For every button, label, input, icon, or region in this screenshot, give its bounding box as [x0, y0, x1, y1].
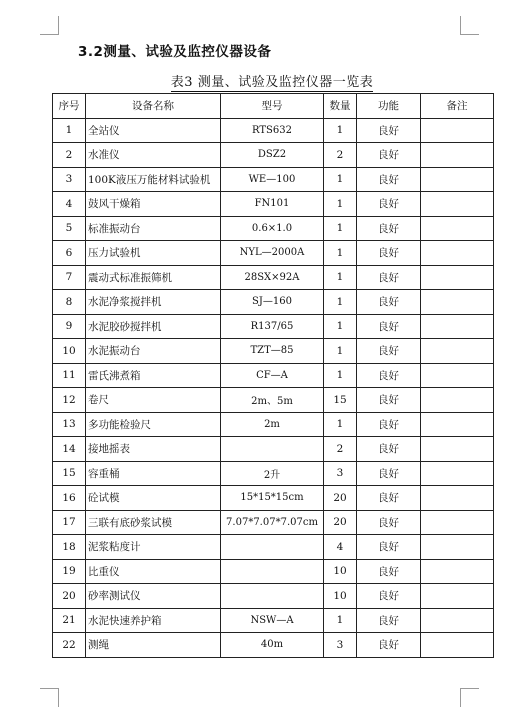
cell-index: 7 — [53, 265, 86, 290]
cell-function: 良好 — [357, 584, 421, 609]
cell-model: 0.6×1.0 — [221, 216, 324, 241]
cell-model: TZT—85 — [221, 339, 324, 364]
cell-remarks — [421, 584, 494, 609]
cell-remarks — [421, 290, 494, 315]
cell-equipment-name: 压力试验机 — [86, 241, 221, 266]
cell-equipment-name: 测绳 — [86, 633, 221, 658]
table-row — [53, 265, 494, 290]
crop-mark-top-left — [40, 16, 59, 35]
cell-index: 16 — [53, 486, 86, 511]
cell-remarks — [421, 388, 494, 413]
cell-index: 17 — [53, 510, 86, 535]
section-heading: 3.2测量、试验及监控仪器设备 — [78, 44, 272, 60]
table-row — [53, 216, 494, 241]
cell-function: 良好 — [357, 167, 421, 192]
cell-remarks — [421, 437, 494, 462]
cell-quantity: 1 — [324, 608, 357, 633]
table-row — [53, 388, 494, 413]
cell-remarks — [421, 265, 494, 290]
cell-model: DSZ2 — [221, 143, 324, 168]
cell-model: R137/65 — [221, 314, 324, 339]
table-row — [53, 167, 494, 192]
cell-function: 良好 — [357, 486, 421, 511]
cell-quantity: 10 — [324, 559, 357, 584]
cell-model: SJ—160 — [221, 290, 324, 315]
table-row — [53, 290, 494, 315]
cell-index: 8 — [53, 290, 86, 315]
cell-function: 良好 — [357, 608, 421, 633]
table-row — [53, 118, 494, 143]
cell-model — [221, 437, 324, 462]
cell-function: 良好 — [357, 633, 421, 658]
cell-index: 15 — [53, 461, 86, 486]
cell-function: 良好 — [357, 510, 421, 535]
cell-quantity: 1 — [324, 339, 357, 364]
cell-function: 良好 — [357, 192, 421, 217]
cell-index: 14 — [53, 437, 86, 462]
cell-equipment-name: 水泥净浆搅拌机 — [86, 290, 221, 315]
cell-function: 良好 — [357, 388, 421, 413]
cell-function: 良好 — [357, 118, 421, 143]
cell-remarks — [421, 608, 494, 633]
cell-index: 6 — [53, 241, 86, 266]
cell-model — [221, 584, 324, 609]
cell-quantity: 1 — [324, 265, 357, 290]
cell-equipment-name: 接地摇表 — [86, 437, 221, 462]
cell-remarks — [421, 241, 494, 266]
cell-equipment-name: 三联有底砂浆试模 — [86, 510, 221, 535]
cell-model: 28SX×92A — [221, 265, 324, 290]
cell-index: 11 — [53, 363, 86, 388]
cell-equipment-name: 震动式标准振筛机 — [86, 265, 221, 290]
cell-remarks — [421, 461, 494, 486]
cell-model: 15*15*15cm — [221, 486, 324, 511]
table-row — [53, 510, 494, 535]
cell-quantity: 3 — [324, 633, 357, 658]
cell-remarks — [421, 143, 494, 168]
cell-quantity: 10 — [324, 584, 357, 609]
cell-function: 良好 — [357, 143, 421, 168]
cell-remarks — [421, 559, 494, 584]
cell-quantity: 3 — [324, 461, 357, 486]
cell-equipment-name: 卷尺 — [86, 388, 221, 413]
header-function: 功能 — [357, 94, 421, 119]
cell-model: NYL—2000A — [221, 241, 324, 266]
header-remarks: 备注 — [421, 94, 494, 119]
cell-equipment-name: 泥浆粘度计 — [86, 535, 221, 560]
cell-index: 1 — [53, 118, 86, 143]
cell-model — [221, 535, 324, 560]
crop-mark-bottom-right — [460, 688, 479, 707]
cell-quantity: 4 — [324, 535, 357, 560]
cell-function: 良好 — [357, 314, 421, 339]
table-row — [53, 559, 494, 584]
table-row — [53, 486, 494, 511]
table-row — [53, 192, 494, 217]
cell-equipment-name: 砂率测试仪 — [86, 584, 221, 609]
cell-index: 2 — [53, 143, 86, 168]
cell-equipment-name: 鼓风干燥箱 — [86, 192, 221, 217]
cell-function: 良好 — [357, 437, 421, 462]
cell-equipment-name: 全站仪 — [86, 118, 221, 143]
cell-function: 良好 — [357, 339, 421, 364]
cell-remarks — [421, 314, 494, 339]
cell-quantity: 1 — [324, 118, 357, 143]
cell-function: 良好 — [357, 241, 421, 266]
table-row — [53, 314, 494, 339]
cell-remarks — [421, 363, 494, 388]
table-row — [53, 437, 494, 462]
table-row — [53, 412, 494, 437]
cell-index: 5 — [53, 216, 86, 241]
crop-mark-bottom-left — [40, 688, 59, 707]
table-row — [53, 633, 494, 658]
cell-equipment-name: 100K液压万能材料试验机 — [86, 167, 221, 192]
header-index: 序号 — [53, 94, 86, 119]
table-caption-wrapper — [52, 71, 492, 90]
table-row — [53, 363, 494, 388]
cell-remarks — [421, 118, 494, 143]
cell-model — [221, 559, 324, 584]
cell-index: 22 — [53, 633, 86, 658]
cell-remarks — [421, 216, 494, 241]
cell-index: 20 — [53, 584, 86, 609]
cell-model: FN101 — [221, 192, 324, 217]
cell-remarks — [421, 192, 494, 217]
cell-model: 7.07*7.07*7.07cm — [221, 510, 324, 535]
cell-model: 2m — [221, 412, 324, 437]
cell-quantity: 15 — [324, 388, 357, 413]
cell-equipment-name: 雷氏沸煮箱 — [86, 363, 221, 388]
cell-equipment-name: 水泥胶砂搅拌机 — [86, 314, 221, 339]
cell-quantity: 1 — [324, 241, 357, 266]
cell-equipment-name: 水泥快速养护箱 — [86, 608, 221, 633]
cell-quantity: 2 — [324, 437, 357, 462]
cell-function: 良好 — [357, 216, 421, 241]
cell-index: 12 — [53, 388, 86, 413]
cell-quantity: 1 — [324, 216, 357, 241]
table-row — [53, 241, 494, 266]
cell-quantity: 20 — [324, 510, 357, 535]
equipment-table — [52, 93, 494, 658]
cell-equipment-name: 比重仪 — [86, 559, 221, 584]
equipment-table-header — [53, 94, 494, 119]
cell-equipment-name: 水准仪 — [86, 143, 221, 168]
cell-index: 10 — [53, 339, 86, 364]
table-row — [53, 143, 494, 168]
cell-equipment-name: 水泥振动台 — [86, 339, 221, 364]
cell-equipment-name: 标准振动台 — [86, 216, 221, 241]
cell-function: 良好 — [357, 535, 421, 560]
cell-remarks — [421, 167, 494, 192]
cell-remarks — [421, 486, 494, 511]
equipment-table-body — [53, 118, 494, 657]
cell-quantity: 1 — [324, 167, 357, 192]
cell-model: 2升 — [221, 461, 324, 486]
cell-model: 40m — [221, 633, 324, 658]
cell-index: 3 — [53, 167, 86, 192]
cell-function: 良好 — [357, 559, 421, 584]
cell-remarks — [421, 412, 494, 437]
crop-mark-top-right — [460, 16, 479, 35]
table-row — [53, 339, 494, 364]
header-quantity: 数量 — [324, 94, 357, 119]
header-model: 型号 — [221, 94, 324, 119]
cell-remarks — [421, 510, 494, 535]
cell-index: 19 — [53, 559, 86, 584]
cell-quantity: 1 — [324, 363, 357, 388]
cell-model: CF—A — [221, 363, 324, 388]
table-caption: 表3 测量、试验及监控仪器一览表 — [170, 75, 374, 90]
cell-quantity: 2 — [324, 143, 357, 168]
table-row — [53, 608, 494, 633]
cell-index: 18 — [53, 535, 86, 560]
cell-remarks — [421, 535, 494, 560]
cell-equipment-name: 多功能检验尺 — [86, 412, 221, 437]
cell-equipment-name: 砼试模 — [86, 486, 221, 511]
table-row — [53, 535, 494, 560]
cell-model: WE—100 — [221, 167, 324, 192]
header-equipment-name: 设备名称 — [86, 94, 221, 119]
cell-index: 9 — [53, 314, 86, 339]
cell-quantity: 1 — [324, 290, 357, 315]
cell-function: 良好 — [357, 265, 421, 290]
cell-quantity: 20 — [324, 486, 357, 511]
cell-index: 4 — [53, 192, 86, 217]
cell-index: 21 — [53, 608, 86, 633]
cell-function: 良好 — [357, 461, 421, 486]
header-row — [53, 94, 494, 119]
cell-function: 良好 — [357, 290, 421, 315]
cell-quantity: 1 — [324, 412, 357, 437]
cell-remarks — [421, 633, 494, 658]
cell-equipment-name: 容重桶 — [86, 461, 221, 486]
cell-function: 良好 — [357, 363, 421, 388]
cell-remarks — [421, 339, 494, 364]
cell-model: 2m、5m — [221, 388, 324, 413]
cell-index: 13 — [53, 412, 86, 437]
table-row — [53, 461, 494, 486]
table-row — [53, 584, 494, 609]
cell-quantity: 1 — [324, 192, 357, 217]
cell-model: RTS632 — [221, 118, 324, 143]
cell-function: 良好 — [357, 412, 421, 437]
cell-model: NSW—A — [221, 608, 324, 633]
cell-quantity: 1 — [324, 314, 357, 339]
